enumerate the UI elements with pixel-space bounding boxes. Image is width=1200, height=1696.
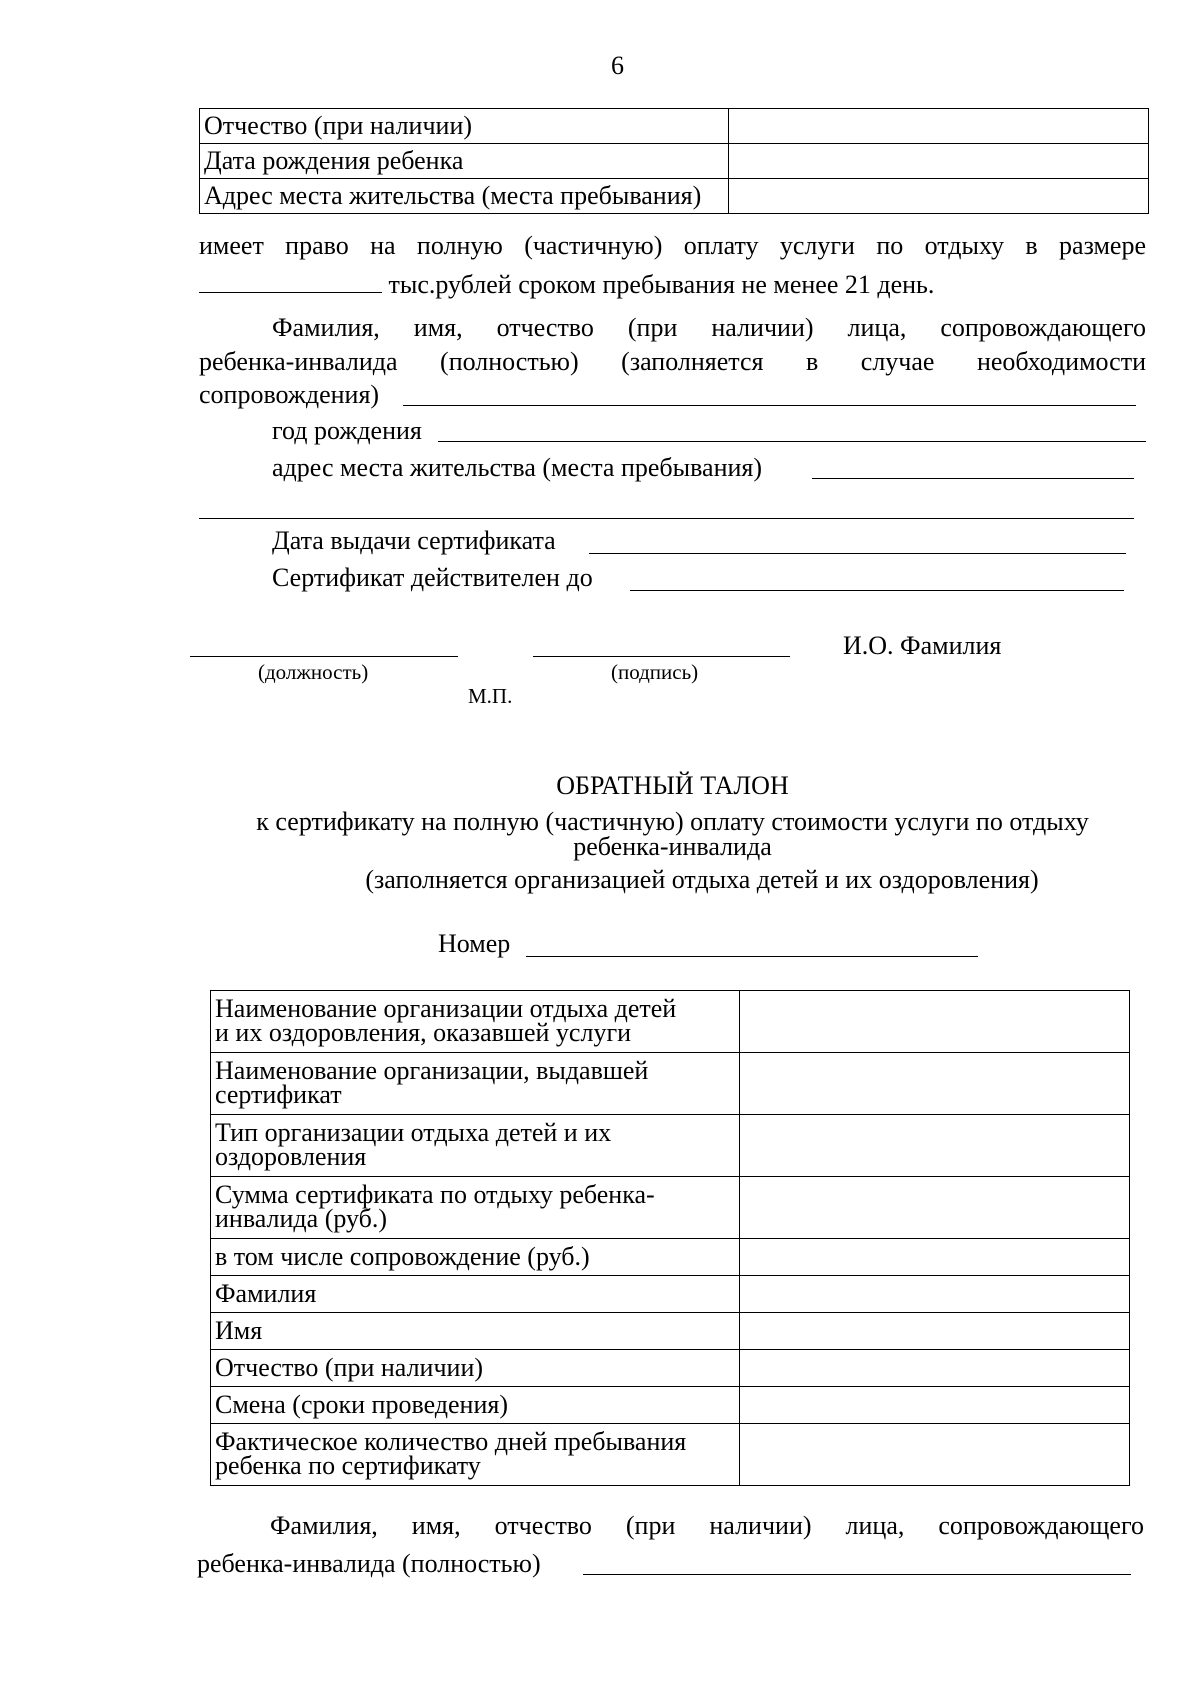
table-row: [211, 1239, 1130, 1276]
table-row: [200, 144, 1149, 179]
label-line: Наименование организации, выдавшей: [215, 1056, 649, 1085]
issue-date-field[interactable]: [589, 553, 1126, 554]
label-line: ребенка по сертификату: [215, 1451, 481, 1481]
companion-name-field[interactable]: [403, 405, 1136, 406]
companion-line-3: сопровождения): [199, 380, 380, 409]
stamp-label: М.П.: [468, 684, 513, 708]
return-slip-subtitle: [0, 807, 1200, 861]
subtitle-line-1: к сертификату на полную (частичную) оплату стоимости услуги по отдыху: [256, 807, 1089, 836]
valid-until-field[interactable]: [630, 590, 1124, 591]
table-row: [211, 1424, 1130, 1486]
table-cell-label: Имя: [211, 1313, 740, 1350]
table-cell-value[interactable]: [729, 144, 1149, 179]
page-number: 6: [611, 51, 624, 80]
table-cell-value[interactable]: [740, 1177, 1130, 1239]
table-row: [200, 179, 1149, 214]
table-cell-label: [211, 1177, 740, 1239]
right-paragraph-line-2: [199, 268, 1159, 300]
position-caption: (должность): [258, 660, 369, 684]
table-cell-value[interactable]: [740, 1239, 1130, 1276]
companion-address-field-continued[interactable]: [199, 518, 1134, 519]
table-cell-value[interactable]: [740, 1053, 1130, 1115]
issue-date-label: Дата выдачи сертификата: [272, 526, 556, 555]
companion-line-2: ребенка-инвалида (полностью) (заполняется в случае необходимости: [199, 347, 1146, 376]
table-cell-value[interactable]: [740, 1313, 1130, 1350]
final-companion-name-field[interactable]: [583, 1574, 1131, 1575]
return-slip-title: ОБРАТНЫЙ ТАЛОН: [556, 771, 789, 800]
table-cell-label: Отчество (при наличии): [211, 1350, 740, 1387]
final-paragraph-line-2: ребенка-инвалида (полностью): [197, 1549, 541, 1578]
table-row: [211, 991, 1130, 1053]
label-line: инвалида (руб.): [215, 1204, 388, 1234]
table-row: [211, 1387, 1130, 1424]
table-cell-value[interactable]: [729, 109, 1149, 144]
table-row: [200, 109, 1149, 144]
label-line: оздоровления: [215, 1142, 367, 1172]
table-cell-label: Фамилия: [211, 1276, 740, 1313]
companion-address-label: адрес места жительства (места пребывания): [272, 453, 763, 482]
table-cell-label: Дата рождения ребенка: [200, 144, 729, 179]
table-row: [211, 1276, 1130, 1313]
subtitle-line-2: ребенка-инвалида: [573, 831, 772, 861]
table-cell-value[interactable]: [740, 991, 1130, 1053]
label-line: Наименование организации отдыха детей: [215, 994, 677, 1023]
label-line: сертификат: [215, 1080, 342, 1110]
table-cell-label: Отчество (при наличии): [200, 109, 729, 144]
signature-caption: (подпись): [611, 660, 699, 684]
table-cell-label: в том числе сопровождение (руб.): [211, 1239, 740, 1276]
birth-year-label: год рождения: [272, 416, 422, 445]
companion-line-1: Фамилия, имя, отчество (при наличии) лица, сопровождающего: [272, 313, 1146, 342]
table-cell-value[interactable]: [740, 1276, 1130, 1313]
table-cell-value[interactable]: [740, 1424, 1130, 1486]
table-cell-label: [211, 1053, 740, 1115]
number-field[interactable]: [526, 956, 978, 957]
table-cell-label: [211, 1424, 740, 1486]
final-paragraph-line-1: Фамилия, имя, отчество (при наличии) лица, сопровождающего: [270, 1511, 1144, 1540]
label-line: Сумма сертификата по отдыху ребенка-: [215, 1180, 655, 1209]
table-cell-label: [211, 1115, 740, 1177]
table-cell-value[interactable]: [740, 1115, 1130, 1177]
table-cell-value[interactable]: [729, 179, 1149, 214]
subtitle-line-3: (заполняется организацией отдыха детей и их оздоровления): [365, 865, 1039, 894]
return-slip-table: [210, 990, 1130, 1486]
table-cell-label: [211, 991, 740, 1053]
right-paragraph-line-1: имеет право на полную (частичную) оплату услуги по отдыху в размере: [199, 231, 1146, 260]
signer-name: И.О. Фамилия: [843, 631, 1002, 660]
amount-suffix: тыс.рублей сроком пребывания не менее 21 день.: [388, 270, 935, 299]
table-row: [211, 1350, 1130, 1387]
table-row: [211, 1115, 1130, 1177]
signature-field[interactable]: [533, 656, 790, 657]
position-field[interactable]: [190, 656, 458, 657]
child-info-table: [199, 108, 1149, 214]
table-cell-label: Смена (сроки проведения): [211, 1387, 740, 1424]
label-line: Фактическое количество дней пребывания: [215, 1427, 687, 1456]
label-line: Тип организации отдыха детей и их: [215, 1118, 612, 1147]
table-row: [211, 1053, 1130, 1115]
table-cell-value[interactable]: [740, 1350, 1130, 1387]
amount-field[interactable]: [199, 268, 382, 293]
valid-until-label: Сертификат действителен до: [272, 563, 593, 592]
number-label: Номер: [438, 929, 511, 958]
table-cell-label: Адрес места жительства (места пребывания): [200, 179, 729, 214]
table-cell-value[interactable]: [740, 1387, 1130, 1424]
table-row: [211, 1177, 1130, 1239]
table-row: [211, 1313, 1130, 1350]
label-line: и их оздоровления, оказавшей услуги: [215, 1018, 632, 1048]
companion-address-field[interactable]: [812, 478, 1134, 479]
birth-year-field[interactable]: [438, 441, 1146, 442]
